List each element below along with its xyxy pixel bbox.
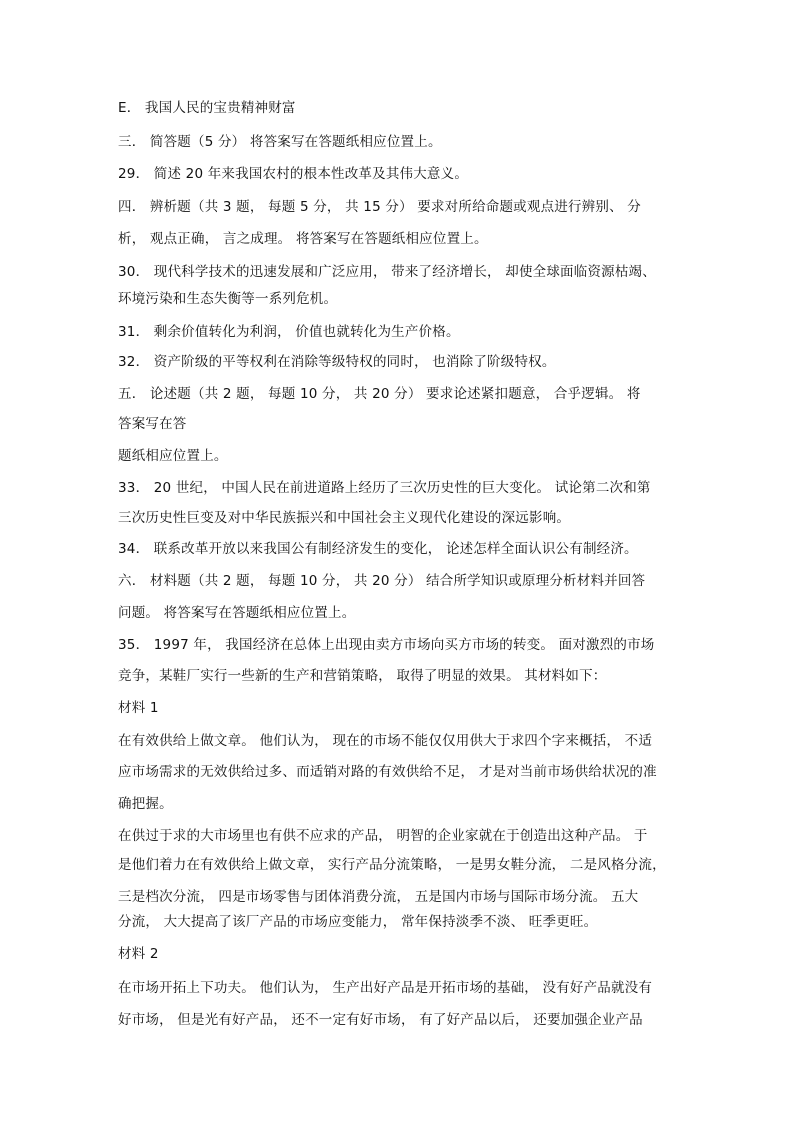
text-line: 环境污染和生态失衡等一系列危机。: [118, 291, 338, 307]
text-line: 在有效供给上做文章。 他们认为， 现在的市场不能仅仅用供大于求四个字来概括， 不适: [118, 733, 653, 749]
text-line: 五． 论述题（共 2 题， 每题 10 分， 共 20 分） 要求论述紧扣题意， 合乎逻辑。 将: [118, 386, 641, 402]
text-line: 竞争，某鞋厂实行一些新的生产和营销策略， 取得了明显的效果。 其材料如下：: [118, 668, 607, 684]
text-line: 应市场需求的无效供给过多、而适销对路的有效供给不足， 才是对当前市场供给状况的准: [118, 764, 657, 780]
text-line: 答案写在答: [118, 416, 187, 432]
text-line: 三是档次分流， 四是市场零售与团体消费分流， 五是国内市场与国际市场分流。 五大: [118, 889, 639, 905]
text-line: 确把握。: [118, 796, 173, 812]
text-line: 在市场开拓上下功夫。 他们认为， 生产出好产品是开拓市场的基础， 没有好产品就没有: [118, 980, 653, 996]
text-line: 在供过于求的大市场里也有供不应求的产品， 明智的企业家就在于创造出这种产品。 于: [118, 828, 648, 844]
text-line: 33． 20 世纪， 中国人民在前进道路上经历了三次历史性的巨大变化。 试论第二次和第: [118, 480, 651, 496]
text-line: 四． 辨析题（共 3 题， 每题 5 分， 共 15 分） 要求对所给命题或观点进行辨别、 分: [118, 199, 641, 215]
text-line: 31． 剩余价值转化为利润， 价值也就转化为生产价格。: [118, 324, 460, 340]
text-line: 34． 联系改革开放以来我国公有制经济发生的变化， 论述怎样全面认识公有制经济。: [118, 541, 638, 557]
text-line: 三次历史性巨变及对中华民族振兴和中国社会主义现代化建设的深远影响。: [118, 510, 571, 526]
text-line: 材料 2: [118, 946, 159, 962]
text-line: 好市场， 但是光有好产品， 还不一定有好市场， 有了好产品以后， 还要加强企业产品: [118, 1012, 643, 1028]
text-line: 是他们着力在有效供给上做文章， 实行产品分流策略， 一是男女鞋分流， 二是风格分流，: [118, 857, 666, 873]
text-line: 问题。 将答案写在答题纸相应位置上。: [118, 605, 356, 621]
text-line: 30． 现代科学技术的迅速发展和广泛应用， 带来了经济增长， 却使全球面临资源枯竭、: [118, 264, 656, 280]
text-line: 题纸相应位置上。: [118, 448, 228, 464]
text-line: E． 我国人民的宝贵精神财富: [118, 100, 296, 116]
text-line: 分流， 大大提高了该厂产品的市场应变能力， 常年保持淡季不淡、 旺季更旺。: [118, 914, 598, 930]
text-line: 材料 1: [118, 700, 159, 716]
text-line: 六． 材料题（共 2 题， 每题 10 分， 共 20 分） 结合所学知识或原理分析材料并回答: [118, 573, 646, 589]
text-line: 三． 简答题（5 分） 将答案写在答题纸相应位置上。: [118, 134, 442, 150]
text-line: 析， 观点正确， 言之成理。 将答案写在答题纸相应位置上。: [118, 231, 488, 247]
text-line: 32． 资产阶级的平等权利在消除等级特权的同时， 也消除了阶级特权。: [118, 354, 556, 370]
text-line: 29． 简述 20 年来我国农村的根本性改革及其伟大意义。: [118, 166, 469, 182]
text-line: 35． 1997 年， 我国经济在总体上出现由卖方市场向买方市场的转变。 面对激烈的市场: [118, 637, 655, 653]
